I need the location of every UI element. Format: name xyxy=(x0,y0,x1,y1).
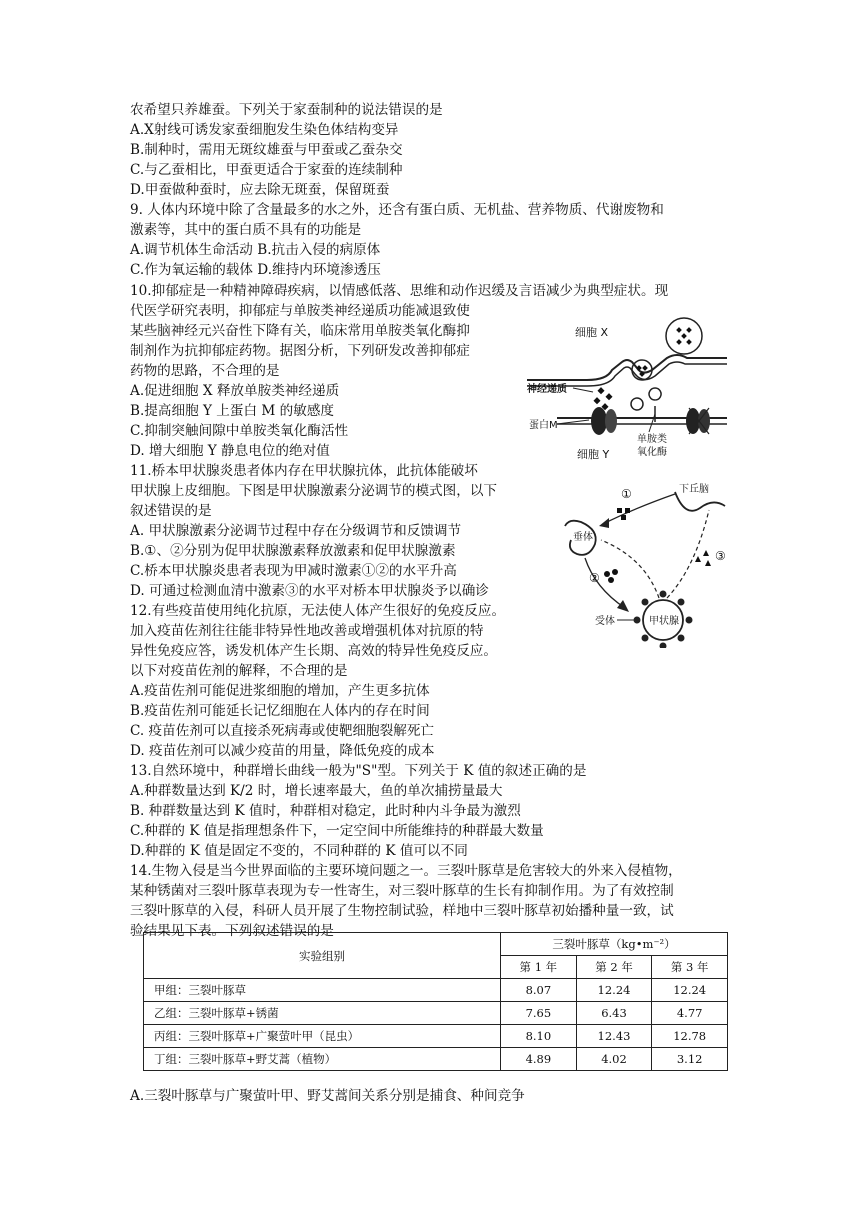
question-10-stem: 制剂作为抗抑郁症药物。据图分析，下列研发改善抑郁症 xyxy=(130,343,470,359)
question-14-stem: 14.生物入侵是当今世界面临的主要环境问题之一。三裂叶豚草是危害较大的外来入侵植物， xyxy=(130,863,682,879)
pituitary-label: 垂体 xyxy=(573,532,593,543)
cell-x-label: 细胞 X xyxy=(575,326,609,339)
table-row: 丁组：三裂叶豚草+野艾蒿（植物） 4.89 4.02 3.12 xyxy=(144,1048,728,1071)
question-9-stem: 9. 人体内环境中除了含量最多的水之外，还含有蛋白质、无机盐、营养物质、代谢废物和 xyxy=(130,202,664,218)
neurotransmitter-label: 神经递质 xyxy=(527,384,567,395)
option-line: D. 可通过检测血清中激素③的水平对桥本甲状腺炎予以确诊 xyxy=(130,583,489,599)
option-line: B.疫苗佐剂可能延长记忆细胞在人体内的存在时间 xyxy=(130,703,430,719)
thyroid-regulation-diagram xyxy=(555,478,735,648)
option-line: A.疫苗佐剂可能促进浆细胞的增加，产生更多抗体 xyxy=(130,683,430,699)
neurotransmitter-molecules xyxy=(593,387,612,410)
hormone-3-molecules xyxy=(695,550,711,566)
group-header: 实验组别 xyxy=(144,933,501,979)
question-10-stem: 代医学研究表明，抑郁症与单胺类神经递质功能减退致使 xyxy=(130,303,470,319)
synapse-diagram xyxy=(527,310,727,470)
option-line: C. 疫苗佐剂可以直接杀死病毒或使靶细胞裂解死亡 xyxy=(130,723,435,739)
svg-text:③: ③ xyxy=(715,549,726,563)
question-12-stem: 异性免疫应答，诱发机体产生长期、高效的特异性免疫反应。 xyxy=(130,643,498,659)
thyroid-label: 甲状腺 xyxy=(649,616,679,627)
mao-label-line2: 氧化酶 xyxy=(637,447,667,458)
option-line: A. 甲状腺激素分泌调节过程中存在分级调节和反馈调节 xyxy=(130,523,462,539)
question-12-stem: 加入疫苗佐剂往往能非特异性地改善或增强机体对抗原的特 xyxy=(130,623,484,639)
receptor-label: 受体 xyxy=(595,616,615,627)
question-11-stem: 叙述错误的是 xyxy=(130,503,212,519)
mao-label-line1: 单胺类 xyxy=(637,434,667,445)
cell-y-label: 细胞 Y xyxy=(577,448,610,461)
option-line: B.提高细胞 Y 上蛋白 M 的敏感度 xyxy=(130,403,335,419)
vesicle xyxy=(632,360,652,380)
option-line: B. 种群数量达到 K 值时，种群相对稳定，此时种内斗争最为激烈 xyxy=(130,803,521,819)
question-14-stem: 三裂叶豚草的入侵，科研人员开展了生物控制试验，样地中三裂叶豚草初始播种量一致，试 xyxy=(130,903,674,919)
question-9-stem: 激素等，其中的蛋白质不具有的功能是 xyxy=(130,222,362,238)
year-header: 第 3 年 xyxy=(652,956,728,979)
option-line: A.促进细胞 X 释放单胺类神经递质 xyxy=(130,383,340,399)
option-line: C.种群的 K 值是指理想条件下，一定空间中所能维持的种群最大数量 xyxy=(130,823,544,839)
option-line: D. 疫苗佐剂可以减少疫苗的用量，降低免疫的成本 xyxy=(130,743,435,759)
question-11-stem: 11.桥本甲状腺炎患者体内存在甲状腺抗体，此抗体能破坏 xyxy=(130,463,478,479)
question-13-stem: 13.自然环境中，种群增长曲线一般为"S"型。下列关于 K 值的叙述正确的是 xyxy=(130,763,587,779)
question-14-stem: 某种锈菌对三裂叶豚草表现为专一性寄生，对三裂叶豚草的生长有抑制作用。为了有效控制 xyxy=(130,883,674,899)
table-row: 丙组：三裂叶豚草+广聚萤叶甲（昆虫） 8.10 12.43 12.78 xyxy=(144,1025,728,1048)
option-line: A.X射线可诱发家蚕细胞发生染色体结构变异 xyxy=(130,122,399,138)
option-line: C.桥本甲状腺炎患者表现为甲减时激素①②的水平升高 xyxy=(130,563,457,579)
question-12-stem: 12.有些疫苗使用纯化抗原，无法使人体产生很好的免疫反应。 xyxy=(130,603,506,619)
hypothalamus-label: 下丘脑 xyxy=(679,484,709,495)
protein-m-receptor xyxy=(591,407,607,435)
question-10-stem: 10.抑郁症是一种精神障碍疾病，以情感低落、思维和动作迟缓及言语减少为典型症状。现 xyxy=(130,283,669,299)
option-line: C.与乙蚕相比，甲蚕更适合于家蚕的连续制种 xyxy=(130,162,403,178)
option-line: A.调节机体生命活动 B.抗击入侵的病原体 xyxy=(130,242,381,258)
table-row: 甲组：三裂叶豚草 8.07 12.24 12.24 xyxy=(144,979,728,1002)
option-line: C.作为氧运输的载体 D.维持内环境渗透压 xyxy=(130,262,381,278)
option-line: B.制种时，需用无斑纹雄蚕与甲蚕或乙蚕杂交 xyxy=(130,142,403,158)
option-line: D.甲蚕做种蚕时，应去除无斑蚕，保留斑蚕 xyxy=(130,182,390,198)
question-10-stem: 药物的思路，不合理的是 xyxy=(130,363,280,379)
svg-text:①: ① xyxy=(621,487,632,501)
question-12-stem: 以下对疫苗佐剂的解释，不合理的是 xyxy=(130,663,348,679)
experiment-table xyxy=(143,932,728,1071)
svg-text:②: ② xyxy=(589,571,600,585)
measure-header: 三裂叶豚草（kg•m⁻²） xyxy=(501,933,728,956)
option-line: B.①、②分别为促甲状腺激素释放激素和促甲状腺激素 xyxy=(130,543,456,559)
year-header: 第 2 年 xyxy=(576,956,652,979)
question-14-stem: 验结果见下表。下列叙述错误的是 xyxy=(130,923,334,939)
receptor xyxy=(686,408,700,434)
text-line: 农希望只养雄蚕。下列关于家蚕制种的说法错误的是 xyxy=(130,102,443,118)
mao-enzyme xyxy=(631,398,643,410)
option-line: D. 增大细胞 Y 静息电位的绝对值 xyxy=(130,443,330,459)
question-11-stem: 甲状腺上皮细胞。下图是甲状腺激素分泌调节的模式图，以下 xyxy=(130,483,498,499)
hormone-2-molecules xyxy=(604,569,618,583)
protein-m-label: 蛋白M xyxy=(529,420,558,431)
option-line: A.种群数量达到 K/2 时，增长速率最大，鱼的单次捕捞量最大 xyxy=(130,783,503,799)
option-line: C.抑制突触间隙中单胺类氧化酶活性 xyxy=(130,423,349,439)
table-row: 乙组：三裂叶豚草+锈菌 7.65 6.43 4.77 xyxy=(144,1002,728,1025)
year-header: 第 1 年 xyxy=(501,956,577,979)
option-line: A.三裂叶豚草与广聚萤叶甲、野艾蒿间关系分别是捕食、种间竞争 xyxy=(130,1088,525,1104)
question-10-stem: 某些脑神经元兴奋性下降有关，临床常用单胺类氧化酶抑 xyxy=(130,323,470,339)
option-line: D.种群的 K 值是固定不变的，不同种群的 K 值可以不同 xyxy=(130,843,468,859)
